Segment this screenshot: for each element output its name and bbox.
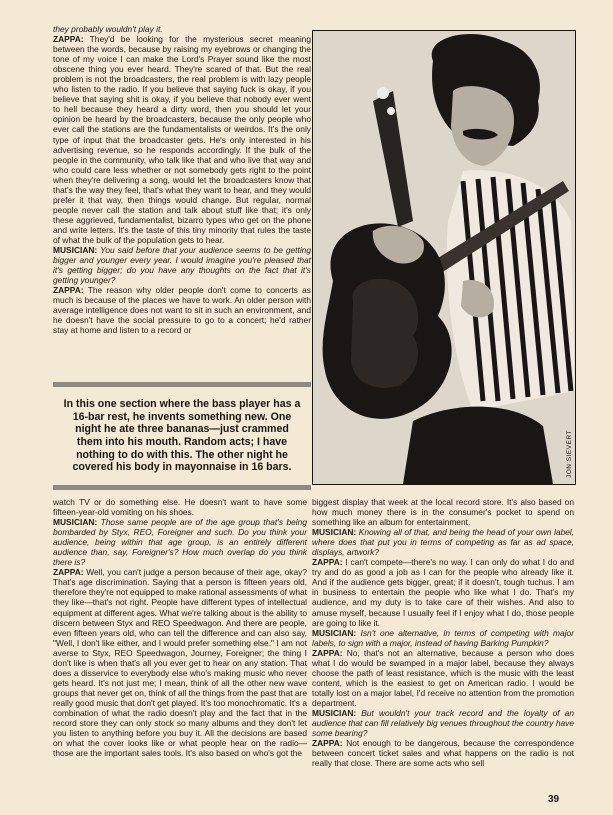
guitarist-illustration: [313, 31, 575, 484]
paragraph-r3: MUSICIAN: Isn't one alternative, in terms of competing with major labels, to sign with a major, instead of having Barking Pumpkin?: [312, 627, 575, 648]
speaker-label: ZAPPA:: [312, 647, 343, 658]
paragraph-t1: ZAPPA: They'd be looking for the mysterious secret meaning between the words, because by raising my eyebrows or changing the tone of my voice I can make the Lord's Prayer sound like the most obscene thing you ever heard. They're scared of that. But the real problem is not the broadcasters, the real problem is with lazy people who listen to the radio. If you believe that saying fuck is okay, if you believe that saying shit is okay, if you believe that nobody ever went to hell because they heard a dirty word, then you should let your opinion be heard by the broadcasters, because the only people who ever call the stations are the fundamentalists or weirdos. It's the only type of input that the broadcaster gets. He's only interested in his advertising revenue, so he responds accordingly. If the bulk of the people in the community, who talk like that and who live that way and who could care less whether or not somebody gets right to the point when they're delivering a song, would let the broadcasters know that that's the way they feel, that's what they want to hear, and they would prefer it that way, then things would change. But regular, normal people never call the station and talk about stuff like that; it's only these aggrieved, fundamentalist, bizarro types who get on the phone and write letters. It's the taste of this tiny minority that rules the taste of what the bulk of the population gets to hear.: [53, 34, 311, 245]
speaker-label: ZAPPA:: [312, 738, 343, 749]
photo-credit: JON SIEVERT: [566, 429, 573, 478]
speaker-label: MUSICIAN:: [312, 627, 357, 638]
paragraph-r4: ZAPPA: No, that's not an alternative, because a person who does what I do would be swamped in a major label, because they always choose the path of least resistance, which is the music with the least content, which is the easiest to get on American radio. I would be totally lost on a major label, I'd receive no attention from the promotion department.: [312, 647, 575, 708]
interview-column-top: [53, 24, 311, 335]
speaker-label: ZAPPA:: [312, 557, 343, 568]
paragraph-l2: ZAPPA: Well, you can't judge a person because of their age, okay? That's age discrimination. Saying that a person is fifteen years old, therefore they're not equipped to make rational assessments of what they like—that's not right. People have different types of intellectual equipment at different ages. What we're talking about is the ability to discern between Styx and REO Speedwagon. And there are people, even fifteen years old, who can tell the difference and can also say, "Well, I don't like either, and I would prefer something else." I am not averse to Styx, REO Speedwagon, Journey, Foreigner; the thing I don't like is when that's all you ever get to hear on any station. That does a disservice to everybody else who's making music who never gets heard. It's not just me; I mean, think of all the other new wave groups that never get on, think of all the things from the past that are really good music that don't get played. It's too monochromatic. It's a combination of what the radio doesn't play and the fact that in the record store they can only stock so many albums and they don't let you listen to anything before you buy it. All the decisions are based on what the cover looks like or what people hear on the radio—those are the important sales tools. It's also based on who's got the: [53, 567, 307, 759]
paragraph-l1: MUSICIAN: Those same people are of the age group that's being bombarded by Styx, REO, Foreigner and such. Do you think your audience, being within that age group, is an entirely different audience than, say, Foreigner's? How much overlap do you think there is?: [53, 517, 307, 568]
interview-column-right: [312, 497, 574, 768]
speaker-label: ZAPPA:: [53, 567, 84, 578]
paragraph-t2: MUSICIAN: You said before that your audience seems to be getting bigger and younger every year. I would imagine you're pleased that it's getting bigger; do you have any thoughts on the fact that it's getting younger?: [53, 245, 311, 286]
paragraph-r6: ZAPPA: Not enough to be dangerous, because the correspondence between concert ticket sales and what happens on the radio is not really that close. There are some acts who sell: [312, 738, 575, 769]
paragraph-l0: watch TV or do something else. He doesn't want to have some fifteen-year-old vomiting on his shoes.: [53, 497, 307, 518]
speaker-label: ZAPPA:: [53, 34, 84, 45]
interview-column-left: [53, 497, 307, 758]
paragraph-r0: biggest display that week at the local record store. It's also based on how much money there is in the consumer's pocket to spend on something like an album for entertainment.: [312, 497, 574, 528]
pull-quote-text: In this one section where the bass player has a 16-bar rest, he invents something new. One night he ate three bananas—just crammed them into his mouth. Random acts; I have nothing to do with this. The other night he covered his body in mayonnaise in 16 bars.: [63, 398, 301, 474]
paragraph-r5: MUSICIAN: But wouldn't your track record and the loyalty of an audience that can fill relatively big venues throughout the country have some bearing?: [312, 707, 574, 739]
speaker-label: MUSICIAN:: [53, 245, 98, 256]
paragraph-r2: ZAPPA: I can't compete—there's no way. I can only do what I do and try and do as good a job as I can for the people who already like it. And if the audience gets bigger, great; if it doesn't, tough tuchus. I am in business to entertain the people who like what I do. That's my audience, and my duty is to take care of their wishes. And also to amuse myself, because I usually feel if I enjoy what I do, those people are going to like it.: [312, 557, 575, 628]
speaker-label: ZAPPA:: [53, 285, 84, 296]
speaker-label: MUSICIAN:: [312, 707, 357, 718]
pull-quote: [53, 382, 311, 490]
photo-frank-zappa-guitar: [312, 30, 576, 485]
paragraph-r1: MUSICIAN: Knowing all of that, and being the head of your own label, where does that put you in terms of competing as far as ad space, displays, artwork?: [312, 527, 574, 558]
paragraph-t0: they probably wouldn't play it.: [53, 24, 163, 34]
page-number: 39: [548, 794, 560, 805]
speaker-label: MUSICIAN:: [53, 517, 98, 528]
speaker-label: MUSICIAN:: [312, 527, 357, 538]
paragraph-t3: ZAPPA: The reason why older people don't come to concerts as much is because of the places we have to work. An older person with average intelligence does not want to sit in such an environment, and he doesn't have the social pressure to go to a concert; he'd rather stay at home and listen to a record or: [53, 285, 311, 336]
